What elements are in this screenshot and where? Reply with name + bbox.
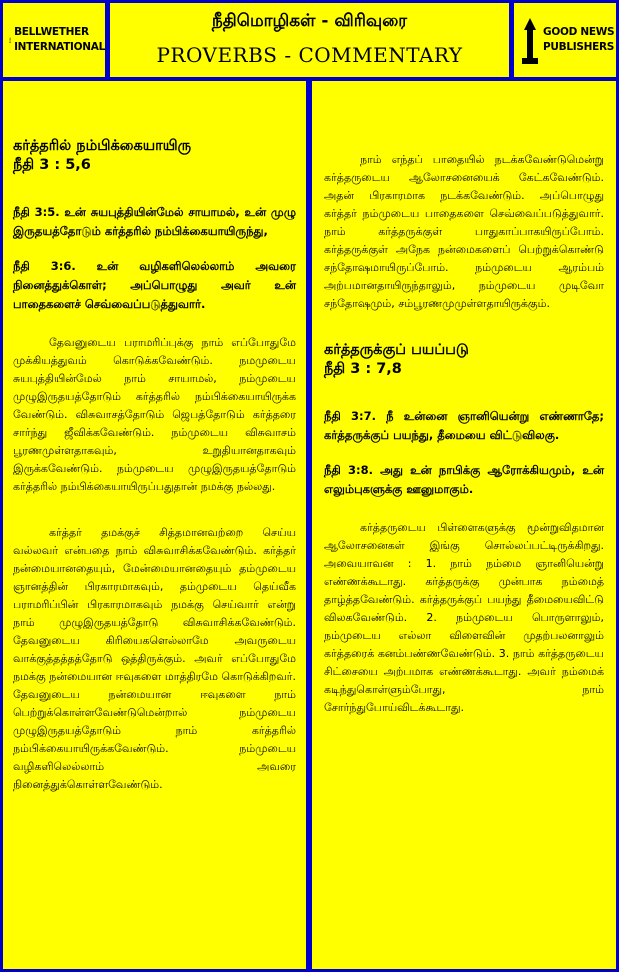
- left-verse-1: நீதி 3:5. உன் சுயபுத்தியின்மேல் சாயாமல், உன் முழு இருதயத்தோடும் கர்த்தரில் நம்பிக்கையாயிருந்து,: [13, 205, 296, 238]
- logo-right-line1: GOOD NEWS: [543, 26, 615, 38]
- page-header: [110, 3, 509, 77]
- right-section-title: கர்த்தருக்குப் பயப்படு: [324, 342, 469, 358]
- book-icon: [520, 14, 540, 66]
- right-paragraph-2: கர்த்தருடைய பிள்ளைகளுக்கு மூன்றுவிதமான ஆலோசனைகள் இங்கு சொல்லப்பட்டிருக்கிறது. அவையாவன : 1. நாம் நம்மை ஞானியென்று எண்ணக்கூடாது. கர்த்தருக்கு முன்பாக நம்மைத் தாழ்த்தவேண்டும். கர்த்தருக்குப் பயந்து தீமையைவிட்டு விலகவேண்டும். 2. நம்முடைய பொருளாலும், நம்முடைய எல்லா விளைவின் முதற்பலனாலும் கர்த்தரைக் கனம்பண்ணவேண்டும். 3. நாம் கர்த்தருடைய சிட்சையை அற்பமாக எண்ணக்கூடாது. அவர் நம்மைக் கடிந்துகொள்ளும்போது, நாம் சோர்ந்துபோய்விடக்கூடாது.: [324, 521, 604, 714]
- sheep-icon: [9, 14, 11, 66]
- left-section-title: கர்த்தரில் நம்பிக்கையாயிரு: [13, 138, 192, 154]
- title-english: PROVERBS - COMMENTARY: [156, 43, 463, 67]
- logo-right-line2: PUBLISHERS: [543, 41, 614, 53]
- title-tamil: நீதிமொழிகள் - விரிவுரை: [211, 11, 408, 31]
- right-verse-1: நீதி 3:7. நீ உன்னை ஞானியென்று எண்ணாதே; கர்த்தருக்குப் பயந்து, தீமையை விட்டுவிலகு.: [324, 409, 604, 442]
- right-column: [312, 81, 616, 969]
- left-verse-2: நீதி 3:6. உன் வழிகளிலெல்லாம் அவரை நினைத்துக்கொள்; அப்பொழுது அவர் உன் பாதைகளைச் செவ்வைப்படுத்துவார்.: [13, 259, 296, 311]
- left-section-ref: நீதி 3 : 5,6: [13, 157, 91, 173]
- logo-left-line1: BELLWETHER: [14, 26, 89, 38]
- bellwether-logo: [3, 3, 105, 77]
- goodnews-logo: [514, 3, 616, 77]
- right-paragraph-1: நாம் எந்தப் பாதையில் நடக்கவேண்டுமென்று கர்த்தருடைய ஆலோசனையைக் கேட்கவேண்டும். அதன் பிரகாரமாக நடக்கவேண்டும். அப்பொழுது கர்த்தர் நம்முடைய பாதைகளை செவ்வைப்படுத்துவார். நாம் கர்த்தருக்குள் பாதுகாப்பாகயிருப்போம். கர்த்தருக்குள் அநேக நன்மைகளைப் பெற்றுக்கொண்டு சந்தோஷமாயிருப்போம். நம்முடைய ஆரம்பம் அற்பமானதாயிருந்தாலும், நம்முடைய முடிவோ சந்தோஷமும், சம்பூரணமுமுள்ளதாயிருக்கும்.: [324, 153, 604, 310]
- right-verse-2: நீதி 3:8. அது உன் நாபிக்கு ஆரோக்கியமும், உன் எலும்புகளுக்கு ஊனுமாகும்.: [324, 463, 604, 496]
- right-section-ref: நீதி 3 : 7,8: [324, 361, 402, 377]
- left-column: [3, 81, 306, 969]
- logo-left-line2: INTERNATIONAL: [14, 41, 105, 53]
- left-paragraph-1: தேவனுடைய பராமரிப்புக்கு நாம் எப்போதுமே முக்கியத்துவம் கொடுக்கவேண்டும். நமமுடைய சுயபுத்தியின்மேல் நாம் சாயாமல், நம்முடைய முழுஇருதயத்தோடும் கர்த்தரில் நம்பிக்கையாயிருக்க வேண்டும். விசுவாசத்தோடும் ஜெபத்தோடும் கர்த்தரை சார்ந்து ஜீவிக்கவேண்டும். நம்முடைய விசுவாசம் பூரணமுள்ளதாகவும், உறுதியானதாகவும் இருக்கவேண்டும். நம்முடைய முழுஇருதயத்தோடும் கர்த்தரில் நம்பிக்கையாயிருப்பதுதான் நமக்கு நல்லது.: [13, 336, 296, 493]
- left-paragraph-2: கர்த்தர் தமக்குச் சித்தமானவற்றை செய்ய வல்லவர் என்பதை நாம் விசுவாசிக்கவேண்டும். கர்த்தர் நன்மையானதையும், மேன்மையானதையும் தம்முடைய ஞானத்தின் பிரகாரமாகவும், தம்முடைய தெய்வீக பராமரிப்பின் பிரகாரமாகவும் நமக்கு செய்வார் என்று நாம் முழுஇருதயத்தோடு விசுவாசிக்கவேண்டும். தேவனுடைய கிரியைகளெல்லாமே அவருடைய வாக்குத்தத்தத்தோடு ஒத்திருக்கும். அவர் எப்போதுமே நமக்கு நன்மையான ஈவுகளை மாத்திரமே கொடுக்கிறவர். தேவனுடைய நன்மையான ஈவுகளை நாம் பெற்றுக்கொள்ளவேண்டுமென்றால் நம்முடைய முழுஇருதயத்தோடும் நாம் கர்த்தரில் நம்பிக்கையாயிருக்கவேண்டும். நம்முடைய வழிகளிலெல்லாம் அவரை நினைத்துக்கொள்ளவேண்டும்.: [13, 526, 296, 791]
